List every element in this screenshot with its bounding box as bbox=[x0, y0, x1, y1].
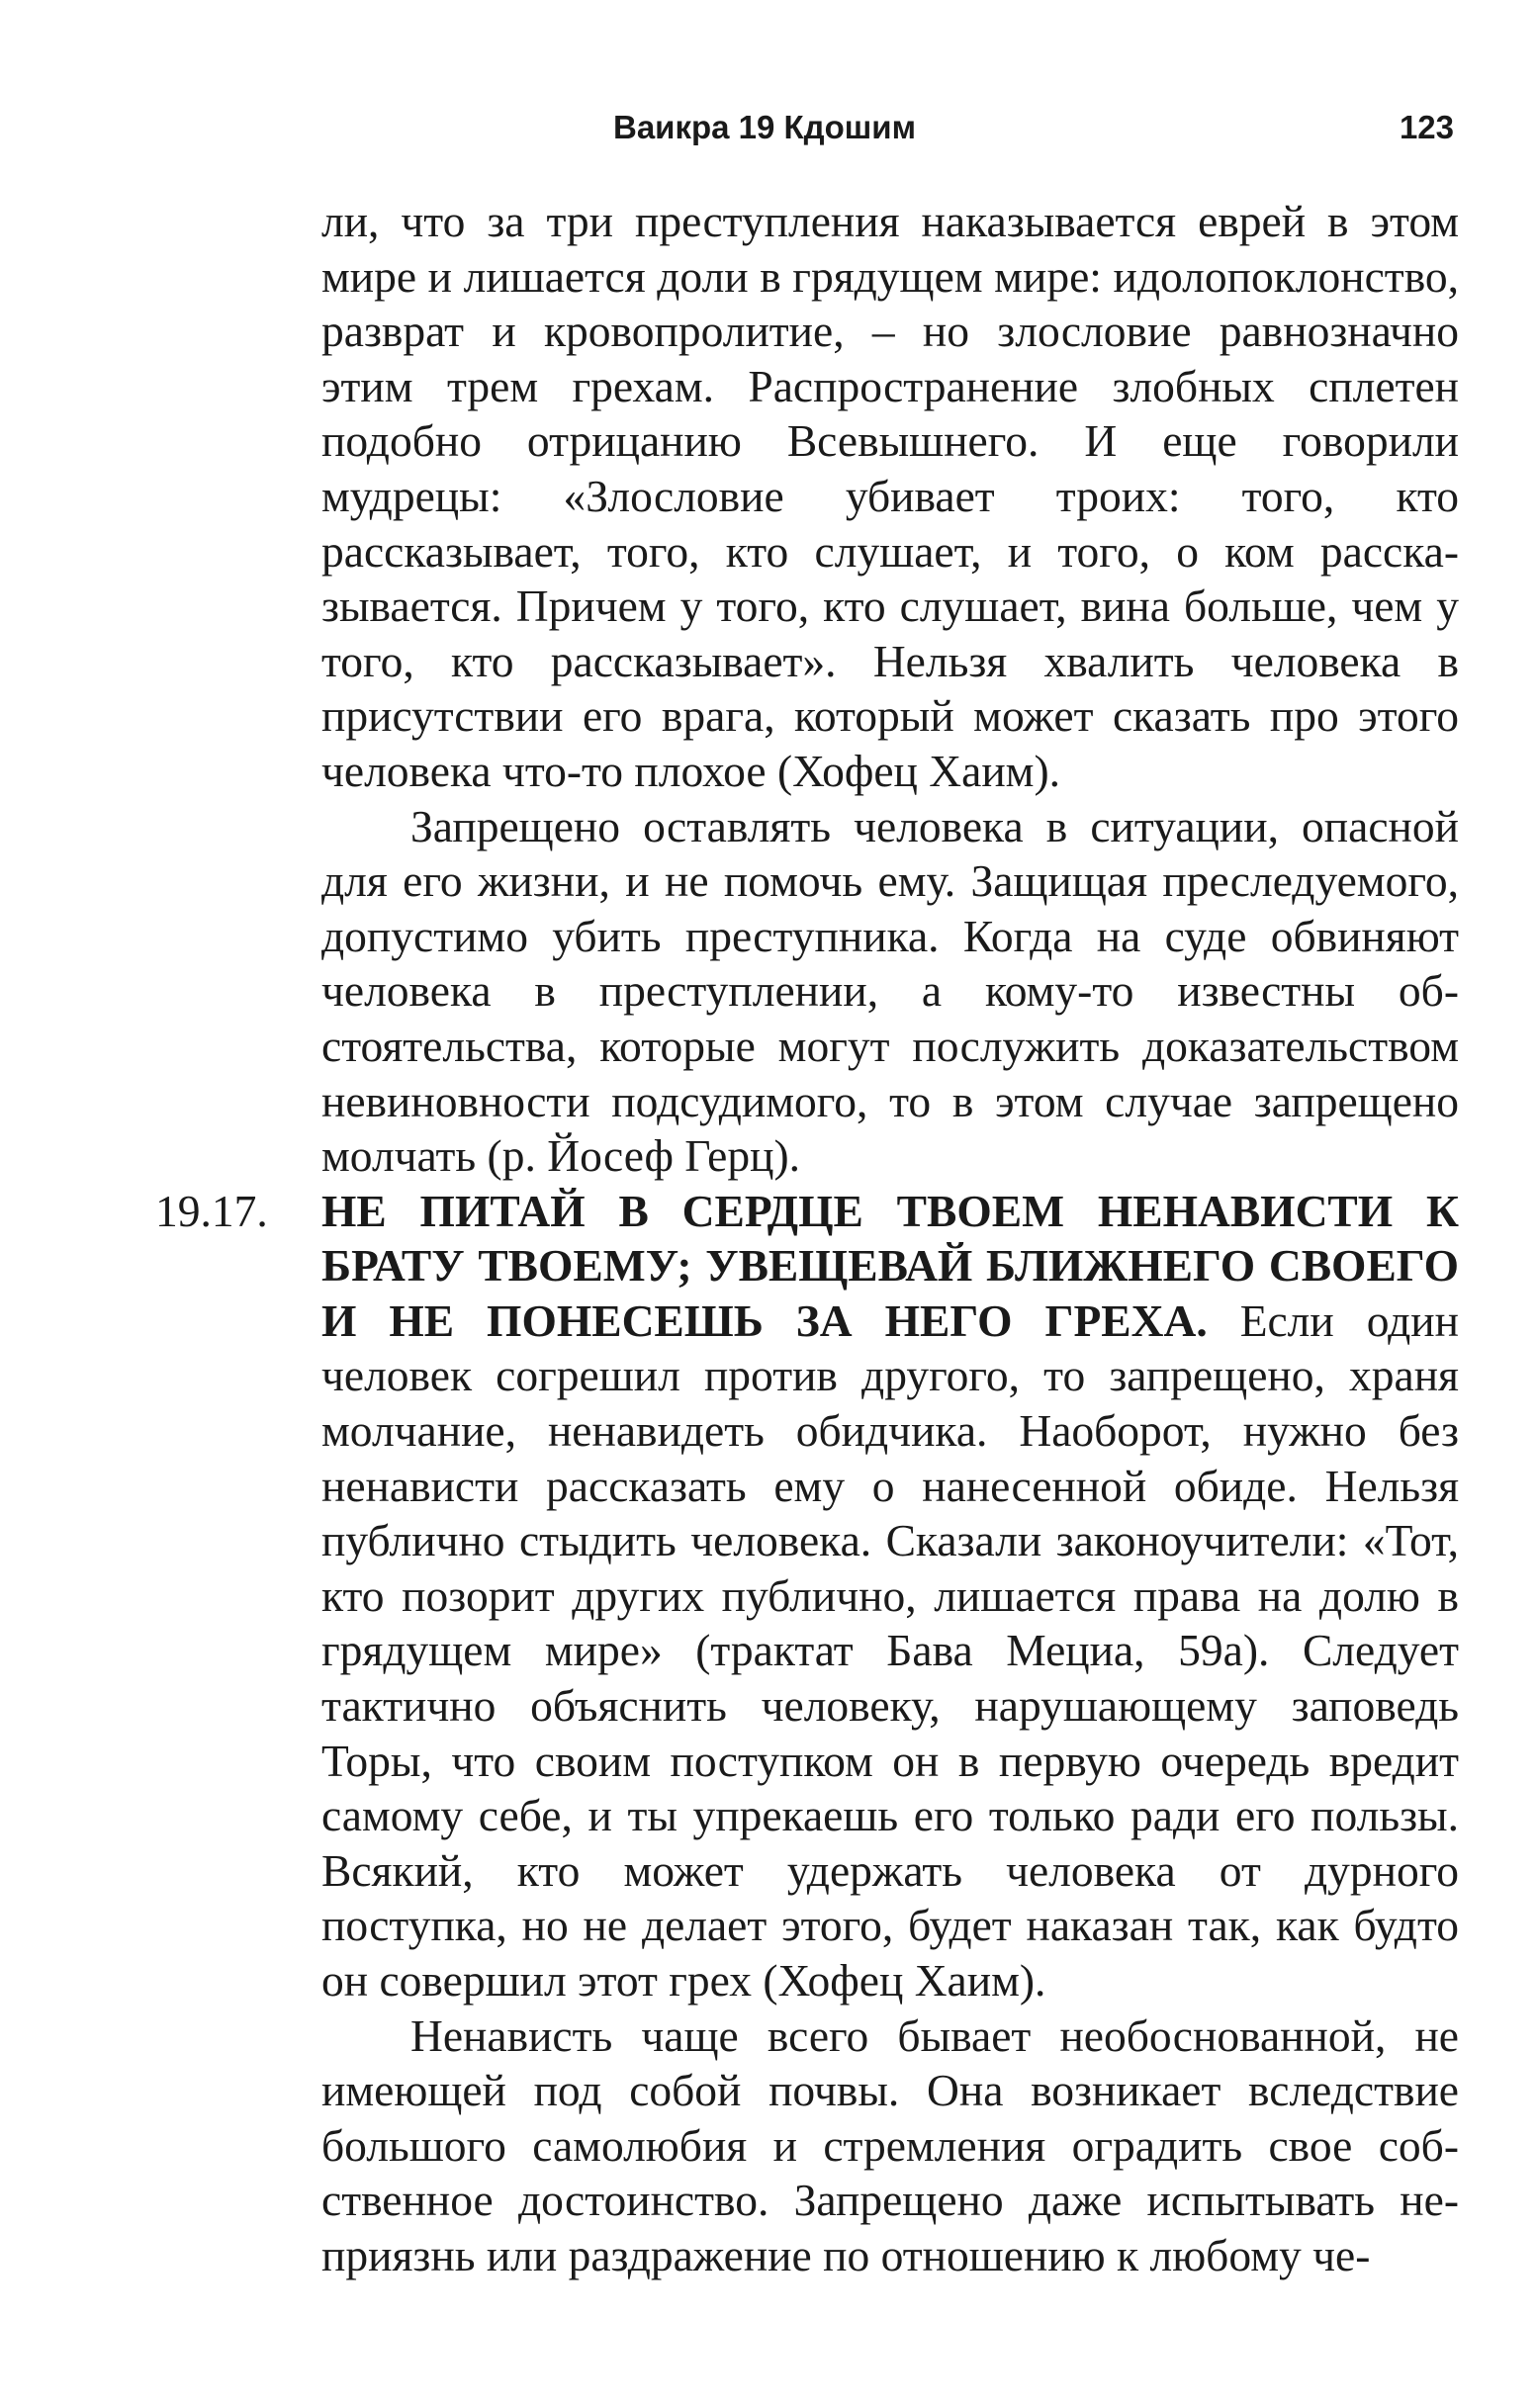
verse-heading: НЕ ПИТАЙ В СЕРДЦЕ ТВОЕМ НЕНАВИСТИ К БРАТУ ТВОЕМУ; УВЕЩЕВАЙ БЛИЖНЕГО СВОЕГО И НЕ ПОНЕСЕШЬ ЗА НЕГО ГРЕХА. bbox=[321, 1185, 1459, 1346]
verse-commentary: Если один человек согрешил против другого, то запрещено, храня молчание, ненавидеть обидчика. Наоборот, нужно без ненависти рассказать ему о нанесенной обиде. Нельзя публично стыдить человека. Сказали законоучители: «Тот, кто позорит других публично, лишается права на долю в грядущем мире» (трактат Бава Мециа, 59а). Следует тактично объяснить человеку, нарушающему заповедь Торы, что своим поступком он в первую очередь вредит самому себе, и ты упрекаешь его только ради его пользы. Всякий, кто может удержать человека от дурного поступка, но не делает этого, будет наказан так, как будто он совершил этот грех (Хофец Хаим). bbox=[321, 1294, 1459, 2006]
paragraph-continuation: ли, что за три преступления наказывается еврей в этом мире и лишается доли в грядущем мире: идолопоклонство, разврат и кровопролитие, – но злословие равнозначно этим трем грехам. Распространение злобных сплетен подобно отрицанию Всевышнего. И еще говорили мудрецы: «Злословие убивает троих: того, кто рассказывает, того, кто слушает, и того, о ком рассказывается. Причем у того, кто слушает, вина больше, чем у того, кто рассказывает». Нельзя хвалить человека в присутствии его врага, который может сказать про этого человека что-то плохое (Хофец Хаим). bbox=[321, 196, 1459, 796]
page-header bbox=[326, 99, 1454, 158]
page-number: 123 bbox=[1399, 109, 1454, 145]
body-text bbox=[155, 194, 1459, 2283]
verse-19-17 bbox=[155, 1184, 1459, 2008]
running-title: Ваикра 19 Кдошим bbox=[613, 109, 916, 145]
paragraph-hatred: Ненависть чаще всего бывает необоснованной, не имеющей под собой почвы. Она возникает вследствие большого самолюбия и стремления оградить свое собственное достоинство. Запрещено даже испытывать неприязнь или раздражение по отношению к любому че- bbox=[321, 2009, 1459, 2280]
paragraph-rescue: Запрещено оставлять человека в ситуации, опасной для его жизни, и не помочь ему. Защищая преследуемого, допустимо убить преступника. Когда на суде обвиняют человека в преступлении, а кому-то известны обстоятельства, которые могут послужить доказательством невиновности подсудимого, то в этом случае запрещено молчать (р. Йосеф Герц). bbox=[321, 800, 1459, 1182]
verse-number: 19.17. bbox=[155, 1185, 268, 1236]
